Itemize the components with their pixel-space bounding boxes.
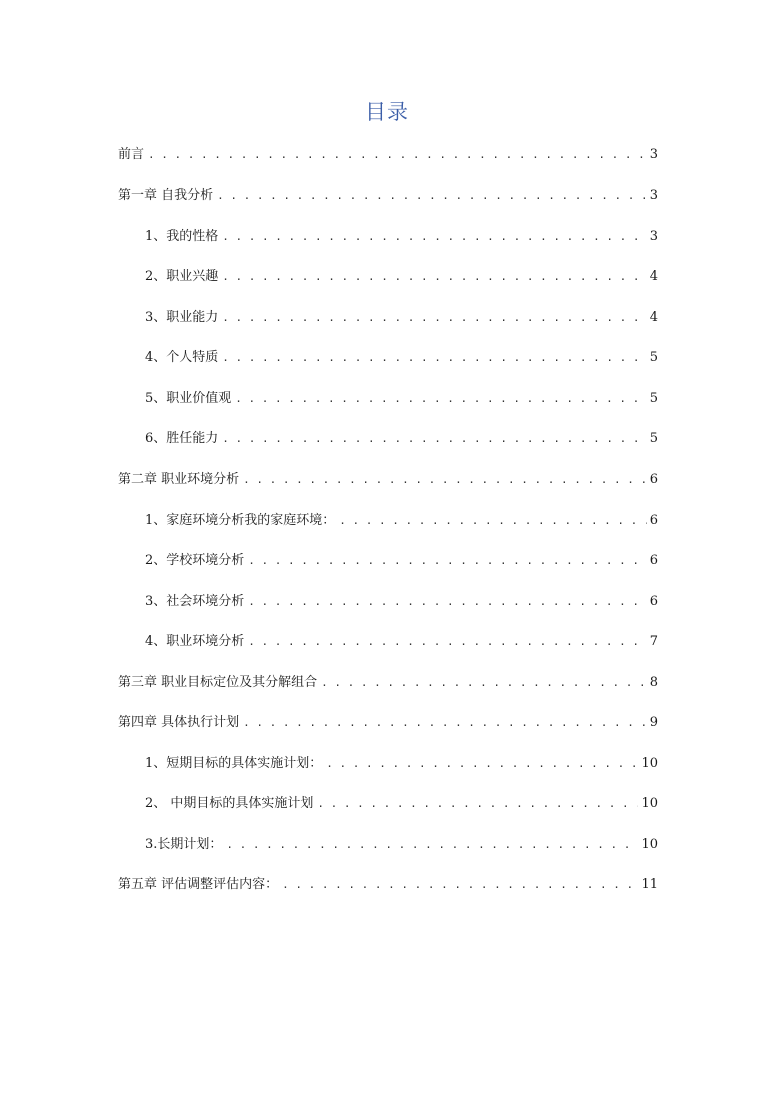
toc-page-number: 10 [641, 796, 658, 811]
toc-entry-text: 第二章 职业环境分析 [118, 472, 240, 487]
toc-leader-dots [222, 267, 646, 287]
toc-entry[interactable] [118, 673, 658, 693]
toc-leader-dots [226, 835, 638, 855]
toc-leader-dots [217, 186, 647, 206]
toc-entry[interactable] [145, 267, 658, 287]
toc-entry[interactable] [118, 186, 658, 206]
toc-entry[interactable] [145, 389, 658, 409]
toc-leader-dots [248, 632, 646, 652]
toc-entry-text: 3、职业能力 [145, 310, 219, 325]
toc-entry-text: 第三章 职业目标定位及其分解组合 [118, 675, 318, 690]
toc-page-number: 5 [649, 431, 658, 446]
toc-page-number: 10 [641, 837, 658, 852]
toc-entry[interactable] [118, 470, 658, 490]
toc-leader-dots [222, 348, 646, 368]
toc-entry[interactable] [145, 592, 658, 612]
toc-entry-text: 1、我的性格 [145, 229, 219, 244]
toc-entry-text: 第四章 具体执行计划 [118, 715, 240, 730]
toc-leader-dots [321, 673, 647, 693]
toc-leader-dots [326, 754, 638, 774]
toc-page-number: 9 [649, 715, 658, 730]
toc-page-number: 3 [649, 147, 658, 162]
toc-page-number: 5 [649, 391, 658, 406]
toc-leader-dots [248, 592, 646, 612]
toc-leader-dots [222, 429, 646, 449]
toc-entry[interactable] [145, 835, 658, 855]
toc-entry-text: 2、职业兴趣 [145, 269, 219, 284]
toc-entry-text: 3、社会环境分析 [145, 594, 245, 609]
toc-entry-text: 1、家庭环境分析我的家庭环境： [145, 513, 336, 528]
toc-page-number: 6 [649, 594, 658, 609]
toc-leader-dots [243, 713, 647, 733]
toc-page-number: 8 [649, 675, 658, 690]
toc-page-number: 6 [649, 513, 658, 528]
toc-page-number: 10 [641, 756, 658, 771]
toc-leader-dots [222, 308, 646, 328]
toc-page-number: 6 [649, 472, 658, 487]
toc-entry-text: 4、个人特质 [145, 350, 219, 365]
toc-page-number: 4 [649, 310, 658, 325]
toc-leader-dots [235, 389, 646, 409]
toc-entry-text: 2、学校环境分析 [145, 553, 245, 568]
toc-entry[interactable] [118, 875, 658, 895]
toc-page-number: 3 [649, 188, 658, 203]
toc-entry[interactable] [118, 145, 658, 165]
toc-entry[interactable] [145, 754, 658, 774]
toc-leader-dots [148, 145, 647, 165]
toc-entry[interactable] [145, 632, 658, 652]
toc-entry-text: 3.长期计划： [145, 837, 223, 852]
toc-entry-text: 6、胜任能力 [145, 431, 219, 446]
toc-entry-text: 前言 [118, 147, 145, 162]
toc-entry[interactable] [145, 794, 658, 814]
toc-leader-dots [222, 227, 646, 247]
toc-page-number: 3 [649, 229, 658, 244]
toc-page-number: 5 [649, 350, 658, 365]
toc-entry-text: 5、职业价值观 [145, 391, 232, 406]
toc-leader-dots [248, 551, 646, 571]
toc-entry[interactable] [145, 227, 658, 247]
toc-entry-text: 第五章 评估调整评估内容： [118, 877, 279, 892]
toc-entry[interactable] [145, 551, 658, 571]
toc-entry[interactable] [145, 429, 658, 449]
toc-leader-dots [317, 794, 638, 814]
toc-title: 目录 [365, 100, 409, 124]
toc-entry-text: 1、短期目标的具体实施计划： [145, 756, 323, 771]
toc-entry-text: 2、 中期目标的具体实施计划 [145, 796, 314, 811]
toc-entry[interactable] [145, 308, 658, 328]
toc-entry[interactable] [118, 713, 658, 733]
toc-page-number: 6 [649, 553, 658, 568]
toc-page-number: 11 [641, 877, 658, 892]
toc-leader-dots [282, 875, 638, 895]
toc-leader-dots [243, 470, 647, 490]
toc-entry-text: 第一章 自我分析 [118, 188, 214, 203]
toc-entry-text: 4、职业环境分析 [145, 634, 245, 649]
toc-leader-dots [339, 511, 646, 531]
toc-page-number: 4 [649, 269, 658, 284]
toc-entry[interactable] [145, 348, 658, 368]
toc-entry[interactable] [145, 511, 658, 531]
toc-page-number: 7 [649, 634, 658, 649]
